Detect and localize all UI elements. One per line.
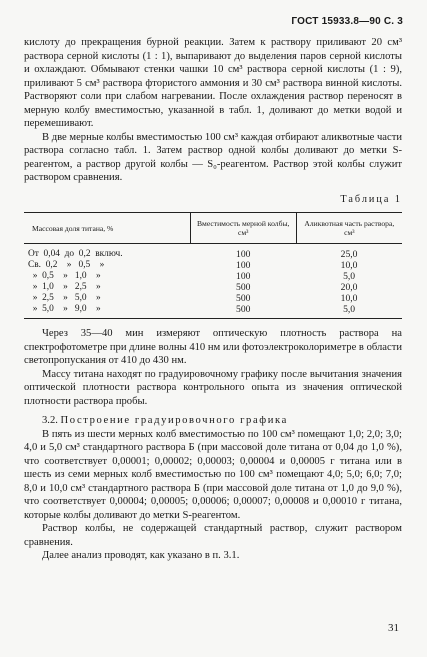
page-number: 31 — [388, 622, 399, 634]
table-cell-volume: 500 — [236, 293, 251, 304]
paragraph-measurement: Через 35—40 мин измеряют оптическую плотность раствора на спектрофотометре при длине волны 410 нм или фотоэлектроколориметре в области светопропускания от 410 до 430 нм. — [24, 328, 402, 366]
table-header-aliquot: Аликвотная часть раствора, см³ — [296, 213, 402, 244]
paragraph-calibration: В пять из шести мерных колб вместимостью по 100 см³ помещают 1,0; 2,0; 3,0; 4,0 и 5,0 см³ стандартного раствора Б (при массовой доле титана от 0,04 до 1,0 %), что соответствует 0,00001; 0,00002; 0,00003; 0,00004 и 0,00005 г титана или в шесть из семи мерных колб вместимостью по 100 см³ помещают 4,0; 5,0; 6,0; 7,0; 8,0 и 10,0 см³ стандартного раствора Б (при массовой доле титана от 1,0 до 9,0 %), что соответствует 0,00004; 0,00005; 0,00006; 0,00007; 0,00008 и 0,00010 г титана, которые колбы доливают до метки S-реагентом. — [24, 428, 402, 521]
table-cell-range: » 5,0 » 9,0 » — [24, 304, 190, 319]
table-cell-volume: 100 — [236, 249, 251, 260]
section-title: Построение градуировочного графика — [60, 415, 288, 426]
table-cell-range: » 2,5 » 5,0 » — [28, 293, 101, 303]
table-cell-aliquot: 10,0 — [340, 260, 358, 271]
table-cell-range: Св. 0,2 » 0,5 » — [28, 260, 105, 270]
table-cell-volume: 100 — [236, 271, 251, 282]
table-cell-aliquot: 5,0 — [343, 271, 356, 282]
paragraph-further-analysis: Далее анализ проводят, как указано в п. 3.1. — [42, 550, 240, 561]
table-cell-aliquot: 25,0 — [340, 249, 358, 260]
table-row — [24, 260, 402, 271]
table-cell-aliquot: 5,0 — [296, 304, 402, 319]
table-cell-range: » 1,0 » 2,5 » — [28, 282, 101, 292]
table-cell-range: » 0,5 » 1,0 » — [28, 271, 101, 281]
table-row — [24, 244, 402, 261]
table-cell-volume: 500 — [236, 282, 251, 293]
table-label: Таблица 1 — [340, 193, 402, 205]
paragraph-continuation: кислоту до прекращения бурной реакции. Затем к раствору приливают 20 см³ раствора серной кислоты (1 : 1), выпаривают до выделения паров серной кислоты и охлаждают. Обмывают стенки чашки 10 см³ раствора серной кислоты (1 : 9), приливают 5 см³ раствора фтористого аммония и 30 см³ раствора винной кислоты. Растворяют соли при слабом нагревании. После охлаждения раствор переносят в мерную колбу вместимостью, указанной в табл. 1, доливают до метки водой и перемешивают. — [24, 37, 402, 129]
table-row — [24, 304, 402, 319]
section-heading — [24, 414, 402, 428]
table-row — [24, 271, 402, 282]
table-header-flask-volume: Вместимость мерной колбы, см³ — [190, 213, 296, 244]
table-header-row — [24, 213, 402, 244]
table-cell-volume: 100 — [236, 260, 251, 271]
document-header: ГОСТ 15933.8—90 С. 3 — [291, 16, 403, 27]
table-cell-aliquot: 10,0 — [340, 293, 358, 304]
table-row — [24, 282, 402, 293]
paragraph-titanium-mass: Массу титана находят по градуировочному графику после вычитания значения оптической плотности раствора контрольного опыта из значения оптической плотности раствора пробы. — [24, 368, 402, 407]
section-number: 3.2. — [42, 415, 58, 426]
table-cell-volume: 500 — [190, 304, 296, 319]
table-cell-aliquot: 20,0 — [340, 282, 358, 293]
table-row — [24, 293, 402, 304]
table-cell-range: От 0,04 до 0,2 включ. — [28, 249, 123, 259]
paragraph-reference: Раствор колбы, не содержащей стандартный раствор, служит раствором сравнения. — [24, 523, 402, 548]
table-header-titanium-fraction: Массовая доля титана, % — [24, 213, 190, 244]
page-content — [24, 36, 402, 563]
paragraph-aliquot: В две мерные колбы вместимостью 100 см³ каждая отбирают аликвотные части раствора согласно табл. 1. Затем раствор одной колбы доливают до метки S-реагентом, а раствор другой колбы — S₀-реагентом. Раствор этой колбы служит раствором сравнения. — [24, 131, 402, 183]
titanium-table — [24, 212, 402, 319]
